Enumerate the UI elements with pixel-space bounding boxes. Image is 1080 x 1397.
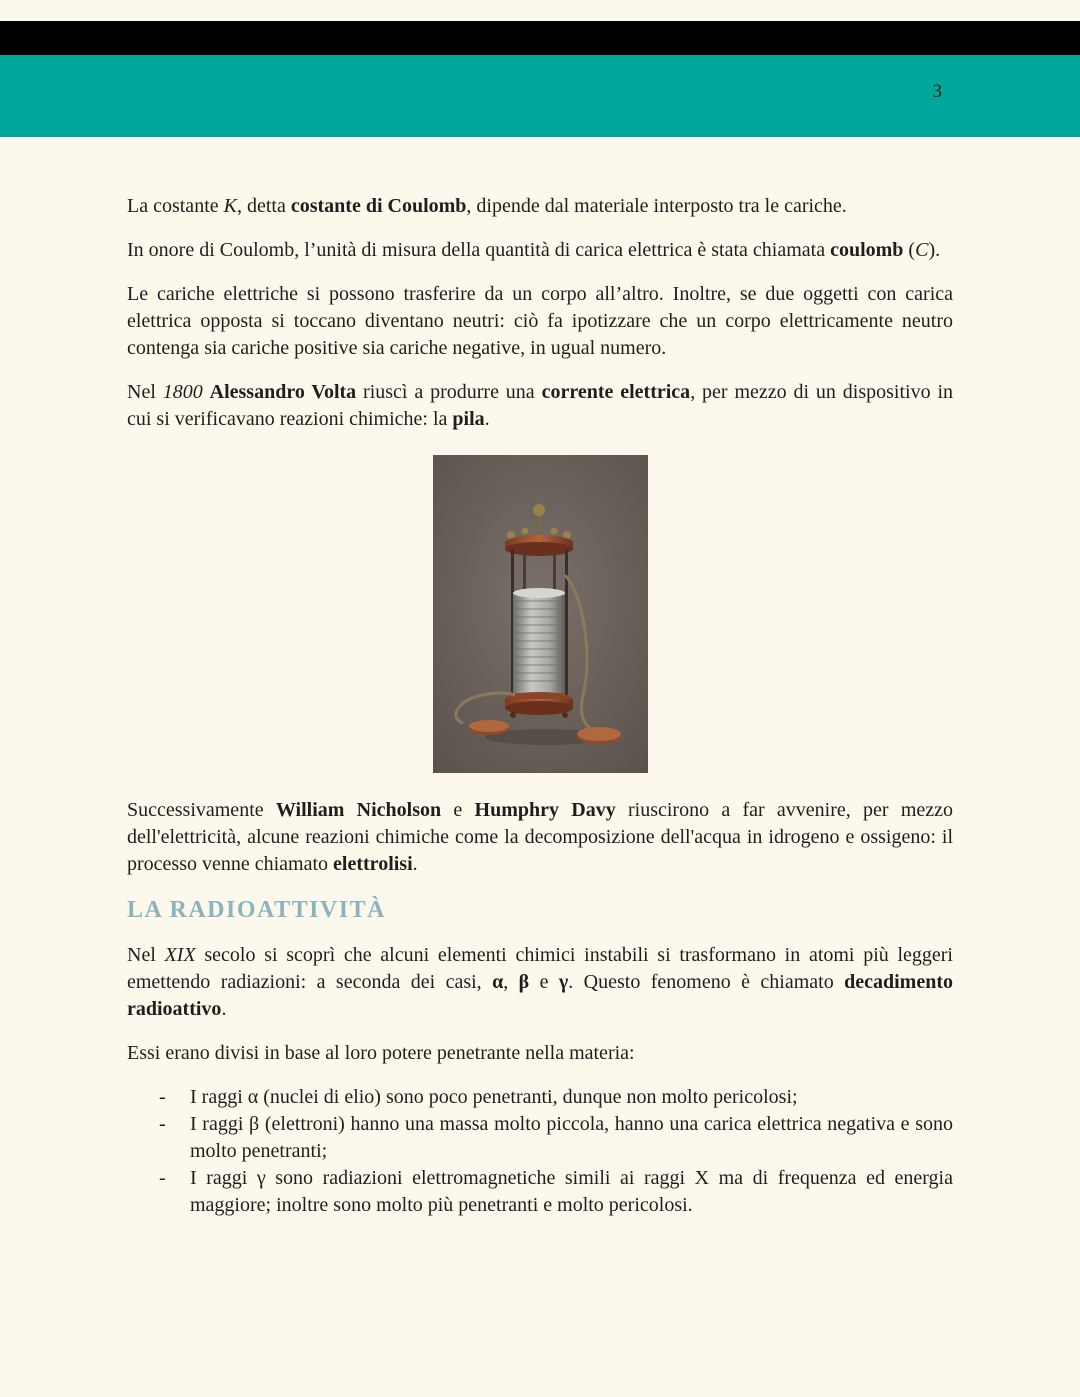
- list-item: - I raggi α (nuclei di elio) sono poco penetranti, dunque non molto pericolosi;: [190, 1084, 953, 1111]
- radiation-list: [127, 1084, 953, 1219]
- header-band: [0, 55, 1080, 137]
- symbol-beta: β: [518, 971, 530, 993]
- top-black-bar: [0, 21, 1080, 55]
- paragraph-decadimento: Nel XIX secolo si scoprì che alcuni elementi chimici instabili si trasformano in atomi più leggeri emettendo radiazioni: a seconda dei casi, α, β e γ. Questo fenomeno è chiamato decadimento radioattivo.: [127, 944, 953, 1020]
- term-pila: pila: [452, 408, 485, 430]
- term-elettrolisi: elettrolisi: [333, 853, 413, 875]
- term-coulomb-constant: costante di Coulomb: [290, 195, 467, 217]
- term-corrente-elettrica: corrente elettrica: [541, 381, 691, 403]
- section-heading-radioattivita: LA RADIOATTIVITÀ: [127, 897, 386, 923]
- paragraph-potere-penetrante: Essi erano divisi in base al loro potere penetrante nella materia:: [127, 1042, 635, 1064]
- term-coulomb: coulomb: [830, 239, 904, 261]
- term-alessandro-volta: Alessandro Volta: [209, 381, 357, 403]
- symbol-gamma: γ: [558, 971, 569, 993]
- symbol-alpha: α: [492, 971, 504, 993]
- term-humphry-davy: Humphry Davy: [474, 799, 616, 821]
- bullet-dash: -: [159, 1086, 166, 1108]
- paragraph-elettrolisi: Successivamente William Nicholson e Humphry Davy riuscirono a far avvenire, per mezzo dell'elettricità, alcune reazioni chimiche come la decomposizione dell'acqua in idrogeno e ossigeno: il processo venne chiamato elettrolisi.: [127, 799, 954, 875]
- paragraph-volta: Nel 1800 Alessandro Volta riuscì a produrre una corrente elettrica, per mezzo di un dispositivo in cui si verificavano reazioni chimiche: la pila.: [127, 381, 954, 430]
- paragraph-coulomb-unit: In onore di Coulomb, l’unità di misura della quantità di carica elettrica è stata chiamata coulomb (C).: [127, 239, 941, 261]
- term-william-nicholson: William Nicholson: [275, 799, 442, 821]
- list-item: - I raggi γ sono radiazioni elettromagnetiche simili ai raggi X ma di frequenza ed energia maggiore; inoltre sono molto più penetranti e molto pericolosi.: [159, 1167, 953, 1216]
- list-item: - I raggi β (elettroni) hanno una massa molto piccola, hanno una carica elettrica negativa e sono molto penetranti;: [159, 1113, 953, 1162]
- bullet-dash: -: [159, 1167, 166, 1189]
- term-decadimento-radioattivo: decadimento radioattivo: [127, 971, 953, 1020]
- voltaic-pile-image: [433, 455, 648, 773]
- bullet-dash: -: [159, 1113, 166, 1135]
- page-content: [127, 193, 953, 1219]
- page-number: 3: [932, 81, 942, 102]
- paragraph-coulomb-constant: La costante K, detta costante di Coulomb, dipende dal materiale interposto tra le cariche.: [127, 195, 847, 217]
- paragraph-charge-transfer: Le cariche elettriche si possono trasferire da un corpo all’altro. Inoltre, se due oggetti con carica elettrica opposta si toccano diventano neutri: ciò fa ipotizzare che un corpo elettricamente neutro contenga sia cariche positive sia cariche negative, in ugual numero.: [127, 283, 953, 359]
